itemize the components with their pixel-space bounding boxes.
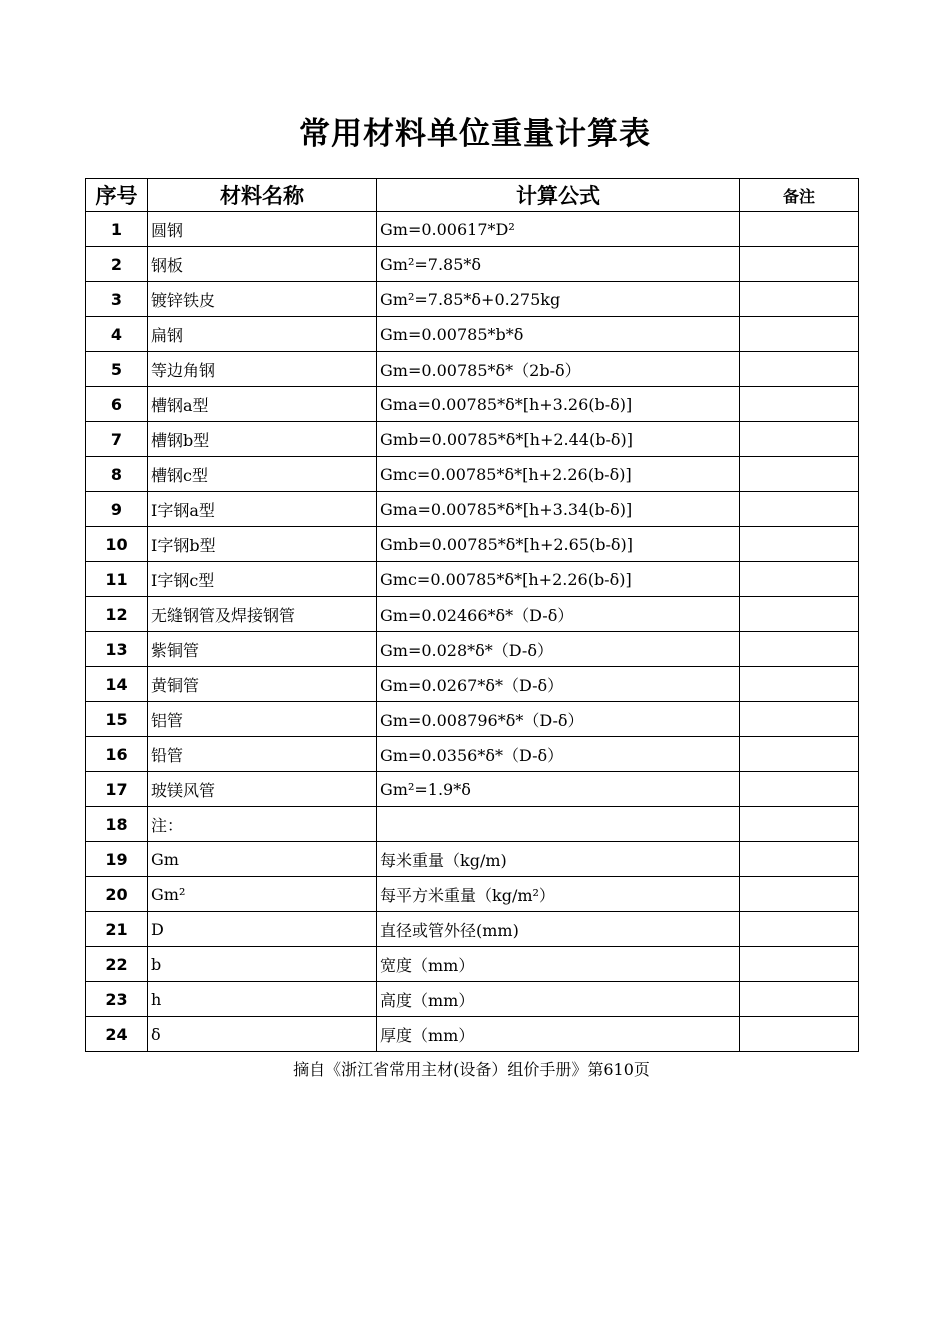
material-name-cell: I字钢a型: [148, 492, 377, 527]
note-cell: [740, 702, 859, 737]
row-index-cell: 10: [86, 527, 148, 562]
note-cell: [740, 912, 859, 947]
row-index-cell: 8: [86, 457, 148, 492]
formula-cell: 每平方米重量（kg/m²）: [377, 877, 740, 912]
table-row: [86, 492, 859, 527]
formula-cell: [377, 807, 740, 842]
source-footnote: 摘自《浙江省常用主材(设备）组价手册》第610页: [293, 1060, 650, 1079]
row-index-cell: 18: [86, 807, 148, 842]
table-body: [86, 212, 859, 1052]
formula-cell: Gm=0.0267*δ*（D-δ）: [377, 667, 740, 702]
note-cell: [740, 877, 859, 912]
material-name-cell: 无缝钢管及焊接钢管: [148, 597, 377, 632]
row-index-cell: 22: [86, 947, 148, 982]
note-cell: [740, 632, 859, 667]
material-name-cell: 等边角钢: [148, 352, 377, 387]
header-index: 序号: [86, 179, 148, 212]
row-index-cell: 12: [86, 597, 148, 632]
note-cell: [740, 212, 859, 247]
row-index-cell: 17: [86, 772, 148, 807]
material-name-cell: 注：: [148, 807, 377, 842]
row-index-cell: 9: [86, 492, 148, 527]
formula-cell: 每米重量（kg/m): [377, 842, 740, 877]
row-index-cell: 4: [86, 317, 148, 352]
material-name-cell: 铅管: [148, 737, 377, 772]
header-formula: 计算公式: [377, 179, 740, 212]
formula-cell: 厚度（mm）: [377, 1017, 740, 1052]
note-cell: [740, 352, 859, 387]
table-row: [86, 807, 859, 842]
formula-cell: 高度（mm）: [377, 982, 740, 1017]
table-row: [86, 422, 859, 457]
row-index-cell: 11: [86, 562, 148, 597]
table-row: [86, 457, 859, 492]
note-cell: [740, 982, 859, 1017]
formula-cell: Gm²=7.85*δ+0.275kg: [377, 282, 740, 317]
formula-cell: Gm=0.00617*D²: [377, 212, 740, 247]
formula-cell: Gm=0.008796*δ*（D-δ）: [377, 702, 740, 737]
note-cell: [740, 947, 859, 982]
material-name-cell: b: [148, 947, 377, 982]
row-index-cell: 2: [86, 247, 148, 282]
material-weight-table: [85, 178, 859, 1052]
material-name-cell: 玻镁风管: [148, 772, 377, 807]
note-cell: [740, 422, 859, 457]
note-cell: [740, 597, 859, 632]
table-row: [86, 247, 859, 282]
formula-cell: 宽度（mm）: [377, 947, 740, 982]
note-cell: [740, 282, 859, 317]
note-cell: [740, 492, 859, 527]
note-cell: [740, 317, 859, 352]
table-row: [86, 562, 859, 597]
formula-cell: Gm=0.00785*b*δ: [377, 317, 740, 352]
row-index-cell: 16: [86, 737, 148, 772]
table-row: [86, 982, 859, 1017]
note-cell: [740, 527, 859, 562]
material-name-cell: D: [148, 912, 377, 947]
row-index-cell: 23: [86, 982, 148, 1017]
formula-cell: Gmb=0.00785*δ*[h+2.44(b-δ)]: [377, 422, 740, 457]
material-name-cell: 槽钢b型: [148, 422, 377, 457]
note-cell: [740, 737, 859, 772]
formula-cell: Gm=0.0356*δ*（D-δ）: [377, 737, 740, 772]
formula-cell: Gm=0.00785*δ*（2b-δ）: [377, 352, 740, 387]
row-index-cell: 3: [86, 282, 148, 317]
table-row: [86, 702, 859, 737]
table-row: [86, 597, 859, 632]
row-index-cell: 7: [86, 422, 148, 457]
material-name-cell: I字钢c型: [148, 562, 377, 597]
note-cell: [740, 387, 859, 422]
table-row: [86, 667, 859, 702]
row-index-cell: 1: [86, 212, 148, 247]
row-index-cell: 6: [86, 387, 148, 422]
table-row: [86, 212, 859, 247]
row-index-cell: 5: [86, 352, 148, 387]
material-name-cell: 槽钢c型: [148, 457, 377, 492]
table-row: [86, 317, 859, 352]
formula-cell: Gm²=1.9*δ: [377, 772, 740, 807]
row-index-cell: 21: [86, 912, 148, 947]
note-cell: [740, 772, 859, 807]
header-material-name: 材料名称: [148, 179, 377, 212]
material-name-cell: 扁钢: [148, 317, 377, 352]
table-row: [86, 772, 859, 807]
table-row: [86, 1017, 859, 1052]
note-cell: [740, 247, 859, 282]
table-row: [86, 842, 859, 877]
page-title: 常用材料单位重量计算表: [299, 116, 651, 152]
note-cell: [740, 667, 859, 702]
material-name-cell: Gm²: [148, 877, 377, 912]
table-row: [86, 632, 859, 667]
note-cell: [740, 562, 859, 597]
note-cell: [740, 1017, 859, 1052]
material-name-cell: Gm: [148, 842, 377, 877]
material-name-cell: 铝管: [148, 702, 377, 737]
table-row: [86, 352, 859, 387]
material-name-cell: h: [148, 982, 377, 1017]
table-row: [86, 947, 859, 982]
material-name-cell: 槽钢a型: [148, 387, 377, 422]
note-cell: [740, 457, 859, 492]
table-row: [86, 912, 859, 947]
row-index-cell: 14: [86, 667, 148, 702]
table-row: [86, 737, 859, 772]
material-name-cell: 镀锌铁皮: [148, 282, 377, 317]
row-index-cell: 24: [86, 1017, 148, 1052]
header-note: 备注: [740, 179, 859, 212]
table-row: [86, 282, 859, 317]
material-name-cell: I字钢b型: [148, 527, 377, 562]
row-index-cell: 20: [86, 877, 148, 912]
table-row: [86, 527, 859, 562]
material-name-cell: δ: [148, 1017, 377, 1052]
note-cell: [740, 842, 859, 877]
material-name-cell: 紫铜管: [148, 632, 377, 667]
formula-cell: Gmc=0.00785*δ*[h+2.26(b-δ)]: [377, 457, 740, 492]
material-name-cell: 钢板: [148, 247, 377, 282]
material-name-cell: 黄铜管: [148, 667, 377, 702]
formula-cell: Gma=0.00785*δ*[h+3.26(b-δ)]: [377, 387, 740, 422]
formula-cell: Gm²=7.85*δ: [377, 247, 740, 282]
table-row: [86, 877, 859, 912]
header-row: [86, 179, 859, 212]
formula-cell: Gm=0.028*δ*（D-δ）: [377, 632, 740, 667]
formula-cell: Gma=0.00785*δ*[h+3.34(b-δ)]: [377, 492, 740, 527]
formula-cell: 直径或管外径(mm): [377, 912, 740, 947]
row-index-cell: 19: [86, 842, 148, 877]
formula-cell: Gmc=0.00785*δ*[h+2.26(b-δ)]: [377, 562, 740, 597]
row-index-cell: 13: [86, 632, 148, 667]
note-cell: [740, 807, 859, 842]
material-name-cell: 圆钢: [148, 212, 377, 247]
table-row: [86, 387, 859, 422]
formula-cell: Gmb=0.00785*δ*[h+2.65(b-δ)]: [377, 527, 740, 562]
row-index-cell: 15: [86, 702, 148, 737]
formula-cell: Gm=0.02466*δ*（D-δ）: [377, 597, 740, 632]
